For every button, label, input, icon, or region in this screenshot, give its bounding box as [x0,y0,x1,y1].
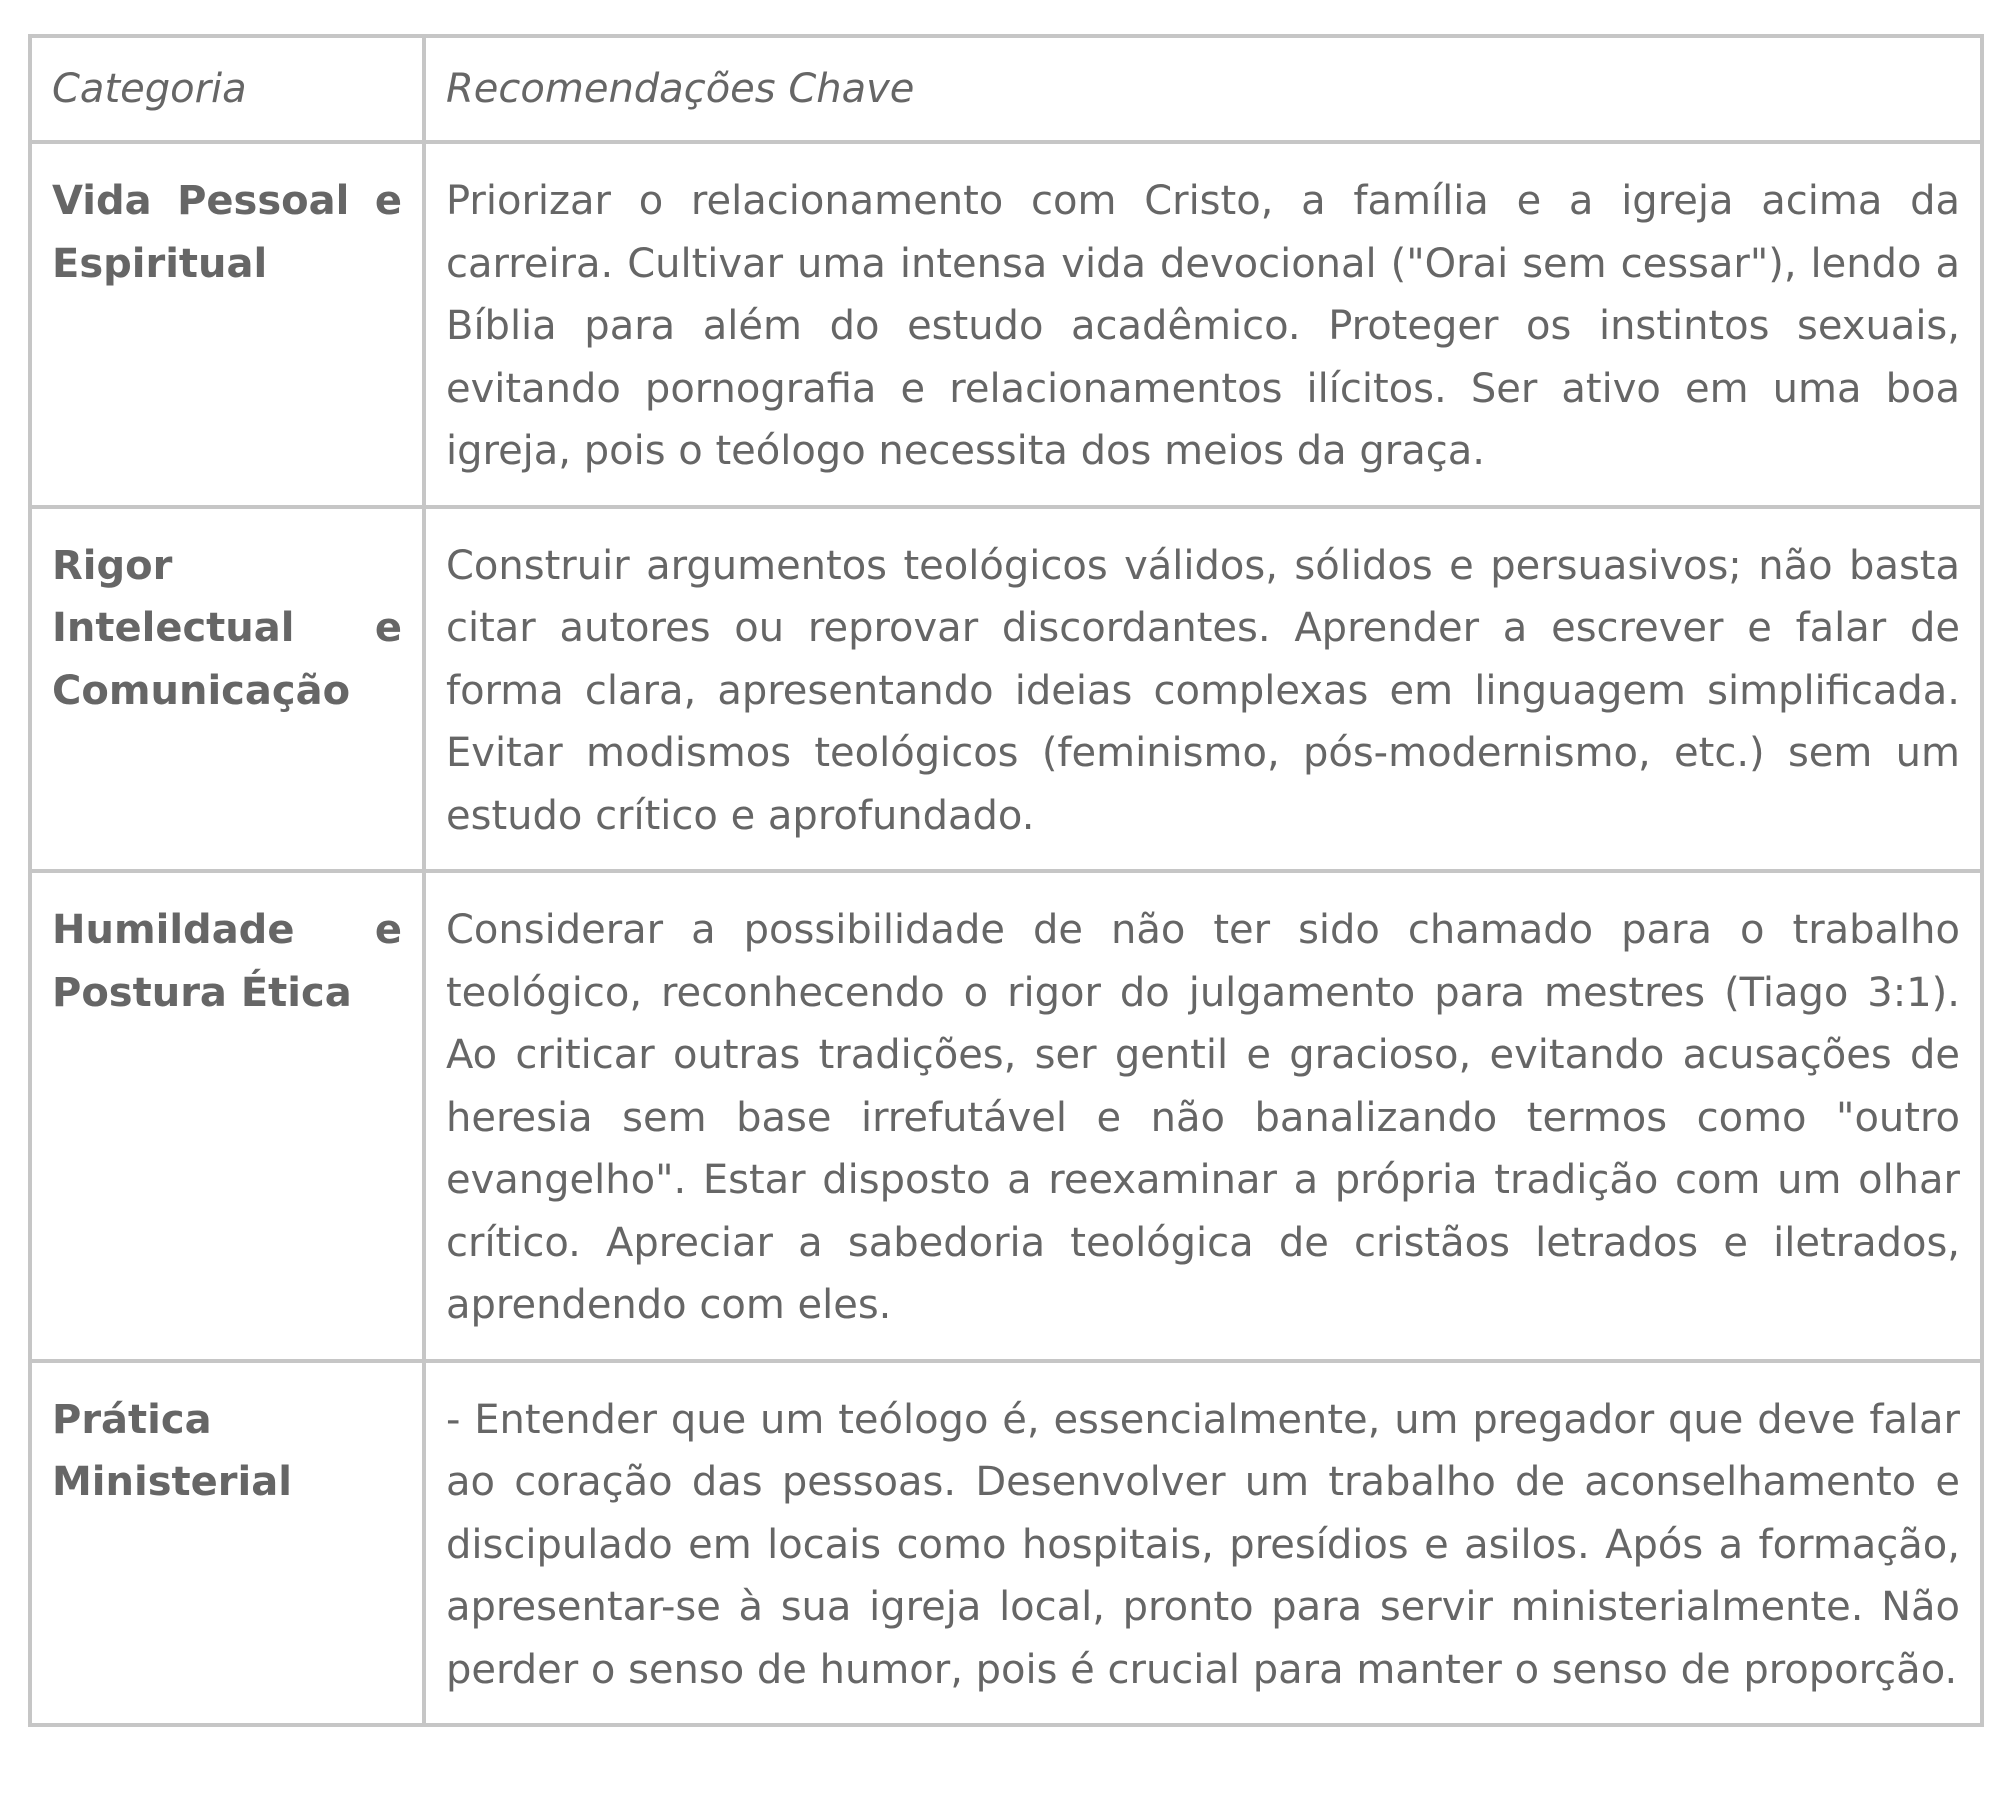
row-recommendations: - Entender que um teólogo é, essencialmente, um pregador que deve falar ao coração das pessoas. Desenvolver um trabalho de aconselhamento e discipulado em locais como hospitais, presídios e asilos. Após a formação, apresentar-se à sua igreja local, pronto para servir ministerialmente. Não perder o senso de humor, pois é crucial para manter o senso de proporção. [424,1361,1982,1726]
table-row [30,142,1982,507]
header-recommendations: Recomendações Chave [424,36,1982,142]
table-row [30,1361,1982,1726]
row-recommendations: Construir argumentos teológicos válidos, sólidos e persuasivos; não basta citar autores ou reprovar discordantes. Aprender a escrever e falar de forma clara, apresentando ideias complexas em linguagem simplificada. Evitar modismos teológicos (feminismo, pós-modernismo, etc.) sem um estudo crítico e aprofundado. [424,507,1982,872]
row-category: Humildade e Postura Ética [30,871,424,1361]
row-category: Rigor Intelectual e Comunicação [30,507,424,872]
table-row [30,507,1982,872]
recommendations-table [28,34,1984,1727]
header-category: Categoria [30,36,424,142]
table-header-row [30,36,1982,142]
row-category: Prática Ministerial [30,1361,424,1726]
row-recommendations: Priorizar o relacionamento com Cristo, a família e a igreja acima da carreira. Cultivar uma intensa vida devocional ("Orai sem cessar"), lendo a Bíblia para além do estudo acadêmico. Proteger os instintos sexuais, evitando pornografia e relacionamentos ilícitos. Ser ativo em uma boa igreja, pois o teólogo necessita dos meios da graça. [424,142,1982,507]
table-row [30,871,1982,1361]
row-recommendations: Considerar a possibilidade de não ter sido chamado para o trabalho teológico, reconhecendo o rigor do julgamento para mestres (Tiago 3:1). Ao criticar outras tradições, ser gentil e gracioso, evitando acusações de heresia sem base irrefutável e não banalizando termos como "outro evangelho". Estar disposto a reexaminar a própria tradição com um olhar crítico. Apreciar a sabedoria teológica de cristãos letrados e iletrados, aprendendo com eles. [424,871,1982,1361]
row-category: Vida Pessoal e Espiritual [30,142,424,507]
